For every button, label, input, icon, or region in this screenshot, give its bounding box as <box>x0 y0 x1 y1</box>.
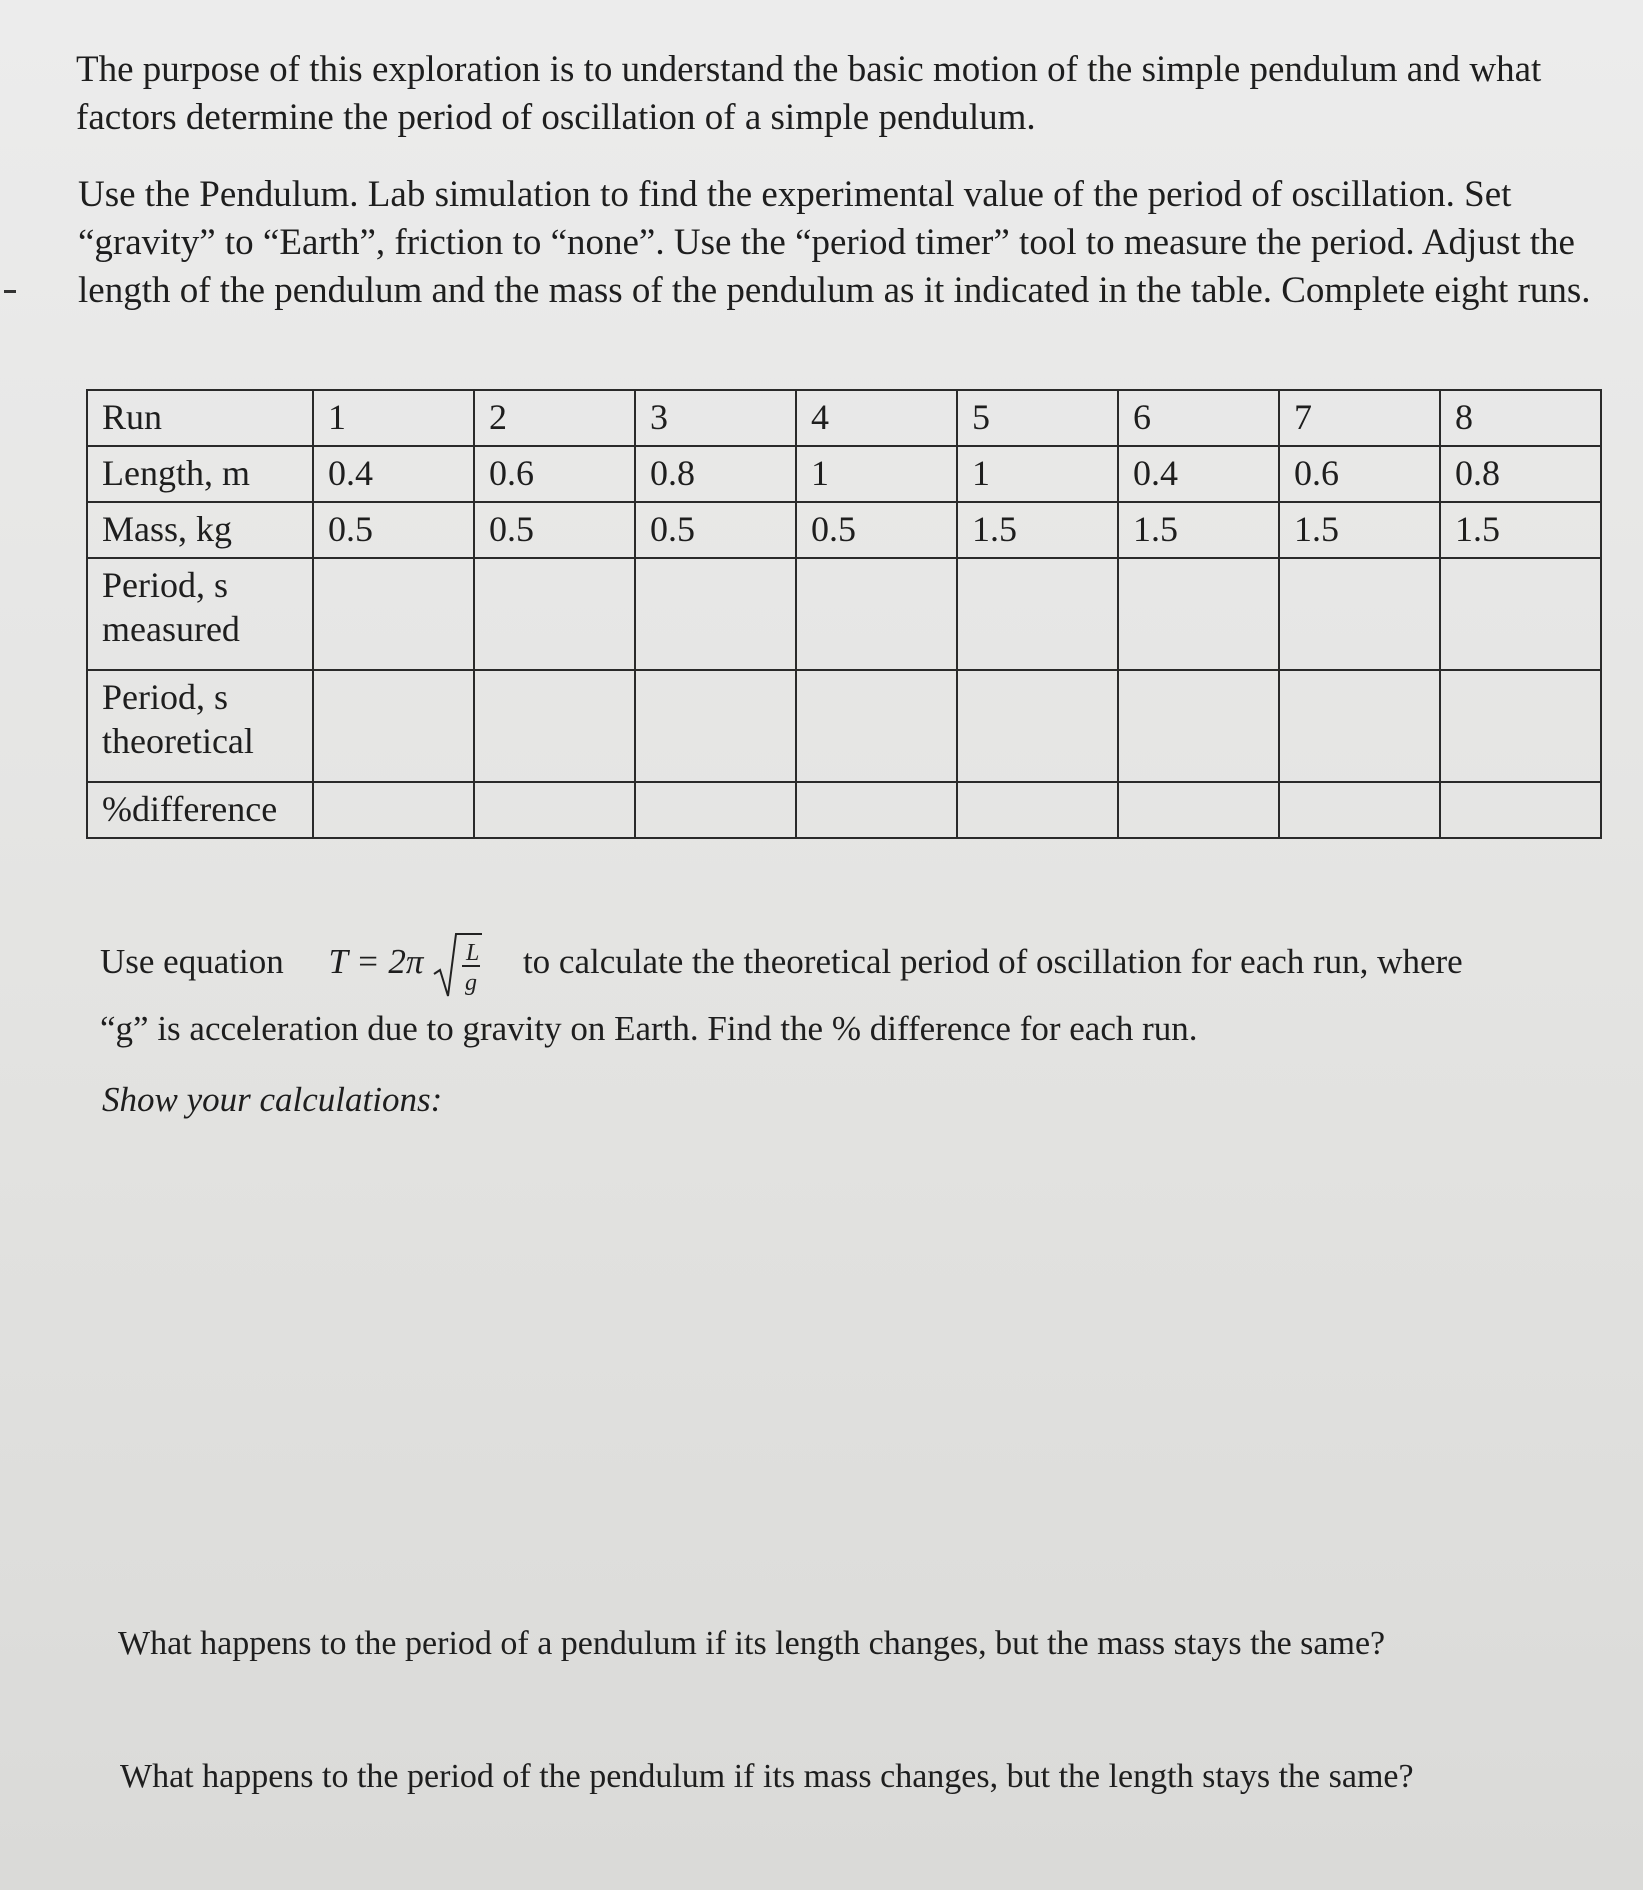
table-cell[interactable] <box>957 670 1118 782</box>
table-cell[interactable] <box>796 782 957 838</box>
formula-lhs: T = 2π <box>328 942 424 982</box>
table-cell[interactable] <box>1118 670 1279 782</box>
row-label: Length, m <box>87 446 313 502</box>
table-cell[interactable] <box>1279 782 1440 838</box>
gravity-note: “g” is acceleration due to gravity on Earth. Find the % difference for each run. <box>100 1009 1198 1048</box>
table-cell: 0.4 <box>313 446 474 502</box>
table-cell: 1.5 <box>1118 502 1279 558</box>
row-label: Mass, kg <box>87 502 313 558</box>
table-row-run <box>87 390 1601 446</box>
table-cell[interactable] <box>1279 670 1440 782</box>
table-cell: 1.5 <box>1440 502 1601 558</box>
table-cell[interactable] <box>474 558 635 670</box>
table-cell[interactable] <box>635 670 796 782</box>
table-cell: 1.5 <box>957 502 1118 558</box>
row-label-line2: measured <box>102 609 240 649</box>
question-mass: What happens to the period of the pendulum if its mass changes, but the length stays the same? <box>120 1758 1414 1795</box>
table-cell: 0.5 <box>313 502 474 558</box>
table-cell: 7 <box>1279 390 1440 446</box>
table-cell[interactable] <box>313 670 474 782</box>
table-cell: 0.5 <box>635 502 796 558</box>
table-cell[interactable] <box>635 782 796 838</box>
table-cell[interactable] <box>474 782 635 838</box>
row-label-line2: theoretical <box>102 721 254 761</box>
table-row-percent-difference <box>87 782 1601 838</box>
table-cell: 8 <box>1440 390 1601 446</box>
row-label-line1: Period, s <box>102 677 228 717</box>
formula-numerator: L <box>466 940 480 966</box>
table-cell: 1 <box>957 446 1118 502</box>
square-root-icon <box>432 930 484 1000</box>
table-cell[interactable] <box>1118 558 1279 670</box>
row-label <box>87 558 313 670</box>
table-cell: 0.4 <box>1118 446 1279 502</box>
instructions-paragraph: Use the Pendulum. Lab simulation to find the experimental value of the period of oscillation. Set “gravity” to “Earth”, friction to “none”. Use the “period timer” tool to measure the period. Adjust the length of the pendulum and the mass of the pendulum as it indicated in the table. Complete eight runs. <box>78 174 1591 311</box>
table-cell[interactable] <box>957 558 1118 670</box>
table-cell: 0.8 <box>635 446 796 502</box>
table-row-length <box>87 446 1601 502</box>
show-calculations-label: Show your calculations: <box>102 1080 443 1119</box>
equation-line <box>100 930 1463 1000</box>
table-cell: 5 <box>957 390 1118 446</box>
table-cell[interactable] <box>796 558 957 670</box>
table-cell: 0.5 <box>796 502 957 558</box>
row-label-line1: Period, s <box>102 565 228 605</box>
table-cell: 3 <box>635 390 796 446</box>
table-cell[interactable] <box>1440 558 1601 670</box>
table-cell: 1 <box>313 390 474 446</box>
table-cell: 1.5 <box>1279 502 1440 558</box>
table-cell[interactable] <box>474 670 635 782</box>
table-row-period-measured <box>87 558 1601 670</box>
table-cell[interactable] <box>957 782 1118 838</box>
equation-prefix: Use equation <box>100 942 284 982</box>
row-label: Run <box>87 390 313 446</box>
table-cell[interactable] <box>313 782 474 838</box>
row-label: %difference <box>87 782 313 838</box>
question-length: What happens to the period of a pendulum if its length changes, but the mass stays the same? <box>118 1625 1386 1662</box>
table-cell: 0.5 <box>474 502 635 558</box>
table-cell[interactable] <box>313 558 474 670</box>
margin-mark <box>4 290 16 293</box>
table-cell[interactable] <box>796 670 957 782</box>
table-cell: 2 <box>474 390 635 446</box>
table-cell: 0.8 <box>1440 446 1601 502</box>
table-cell[interactable] <box>1440 782 1601 838</box>
table-cell: 0.6 <box>1279 446 1440 502</box>
table-cell: 0.6 <box>474 446 635 502</box>
table-row-mass <box>87 502 1601 558</box>
equation-suffix: to calculate the theoretical period of oscillation for each run, where <box>522 942 1463 982</box>
table-cell[interactable] <box>635 558 796 670</box>
table-cell[interactable] <box>1440 670 1601 782</box>
table-cell[interactable] <box>1279 558 1440 670</box>
pendulum-data-table <box>86 389 1602 839</box>
table-cell[interactable] <box>1118 782 1279 838</box>
period-formula <box>328 930 484 1000</box>
table-cell: 4 <box>796 390 957 446</box>
table-cell: 6 <box>1118 390 1279 446</box>
row-label <box>87 670 313 782</box>
formula-denominator: g <box>465 970 478 996</box>
intro-paragraph: The purpose of this exploration is to understand the basic motion of the simple pendulum and what factors determine the period of oscillation of a simple pendulum. <box>76 49 1542 138</box>
table-cell: 1 <box>796 446 957 502</box>
table-row-period-theoretical <box>87 670 1601 782</box>
